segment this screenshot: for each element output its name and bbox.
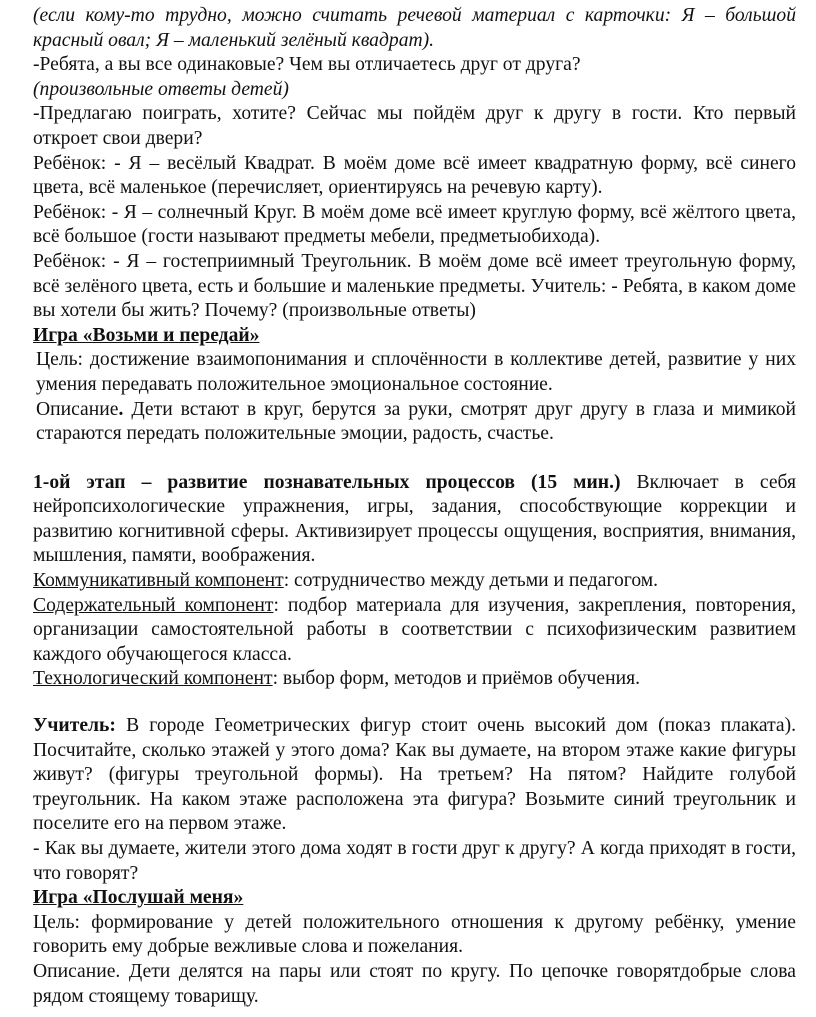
intro-invite: -Предлагаю поиграть, хотите? Сейчас мы пойдём друг к другу в гости. Кто первый откроет свои двери? [33,103,796,149]
child-triangle-line: Ребёнок: - Я – гостеприимный Треугольник. В моём доме всё имеет треугольную форму, всё зелёного цвета, есть и большие и маленькие предметы. Учитель: - Ребята, в каком доме вы хотели бы жить? Почему? (произвольные ответы) [33,250,796,322]
technological-component [33,667,796,692]
content-component [33,594,796,668]
game1-title: Игра «Возьми и передай» [33,324,260,346]
game1-description [33,398,796,447]
game2-goal: Цель: формирование у детей положительного отношения к другому ребёнку, умение говорить ему добрые вежливые слова и пожелания. [33,911,796,958]
content-text: : подбор материала для изучения, закрепления, повторения, организации самостоятельной работы в соответствии с психофизическим развитием каждого обучающегося класса. [33,594,797,665]
game1-desc-dot: . [118,398,124,420]
teacher-question: - Как вы думаете, жители этого дома ходят в гости друг к другу? А когда приходят в гости, что говорят? [33,838,796,884]
game1-desc-text: Дети встают в круг, берутся за руки, смотрят друг другу в глаза и мимикой стараются передать положительные эмоции, радость, счастье. [36,398,796,445]
stage1-text: Включает в себя нейропсихологические упражнения, игры, задания, способствующие коррекции и развитию когнитивной сферы. Активизирует процессы ощущения, восприятия, внимания, мышления, памяти, воображения. [33,471,797,567]
tech-label: Технологический компонент [33,668,273,690]
game1-desc-label: Описание [36,398,119,420]
game2-description: Описание. Дети делятся на пары или стоят по кругу. По цепочке говорятдобрые слова рядом стоящему товарищу. [33,960,796,1007]
stage1-paragraph [33,471,796,569]
teacher-paragraph [33,714,796,837]
child-square-line: Ребёнок: - Я – весёлый Квадрат. В моём доме всё имеет квадратную форму, всё синего цвета, всё маленькое (перечисляет, ориентируясь на речевую карту). [33,152,796,199]
game2-title: Игра «Послушай меня» [33,887,244,909]
teacher-text: В городе Геометрических фигур стоит очень высокий дом (показ плаката). Посчитайте, сколько этажей у этого дома? Как вы думаете, на втором этаже какие фигуры живут? (фигуры треугольной формы). На третьем? На пятом? Найдите голубой треугольник. На каком этаже расположена эта фигура? Возьмите синий треугольник и поселите его на первом этаже. [33,715,796,835]
comm-text: : сотрудничество между детьми и педагогом. [283,570,659,592]
teacher-label: Учитель: [33,715,116,737]
game1-goal [33,348,796,397]
intro-answers-note: (произвольные ответы детей) [33,78,289,100]
game1-goal-text: достижение взаимопонимания и сплочённости в коллективе детей, развитие у них умения передавать положительное эмоциональное состояние. [36,349,796,395]
spacer [33,692,796,714]
child-circle-line: Ребёнок: - Я – солнечный Круг. В моём доме всё имеет круглую форму, всё жёлтого цвета, всё большое (гости называют предметы мебели, предметыобихода). [33,201,796,248]
tech-text: : выбор форм, методов и приёмов обучения. [272,668,640,690]
game1-goal-label: Цель: [36,349,84,371]
content-label: Содержательный компонент [33,594,274,616]
stage1-heading: 1-ой этап – развитие познавательных процессов (15 мин.) [33,471,621,493]
document-page [33,4,796,1009]
spacer [33,447,796,471]
intro-hint: (если кому-то трудно, можно считать речевой материал с карточки: Я – большой красный овал; Я – маленький зелёный квадрат). [33,5,796,51]
intro-question: -Ребята, а вы все одинаковые? Чем вы отличаетесь друг от друга? [33,54,581,76]
comm-label: Коммуникативный компонент [33,570,284,592]
communicative-component [33,569,796,594]
